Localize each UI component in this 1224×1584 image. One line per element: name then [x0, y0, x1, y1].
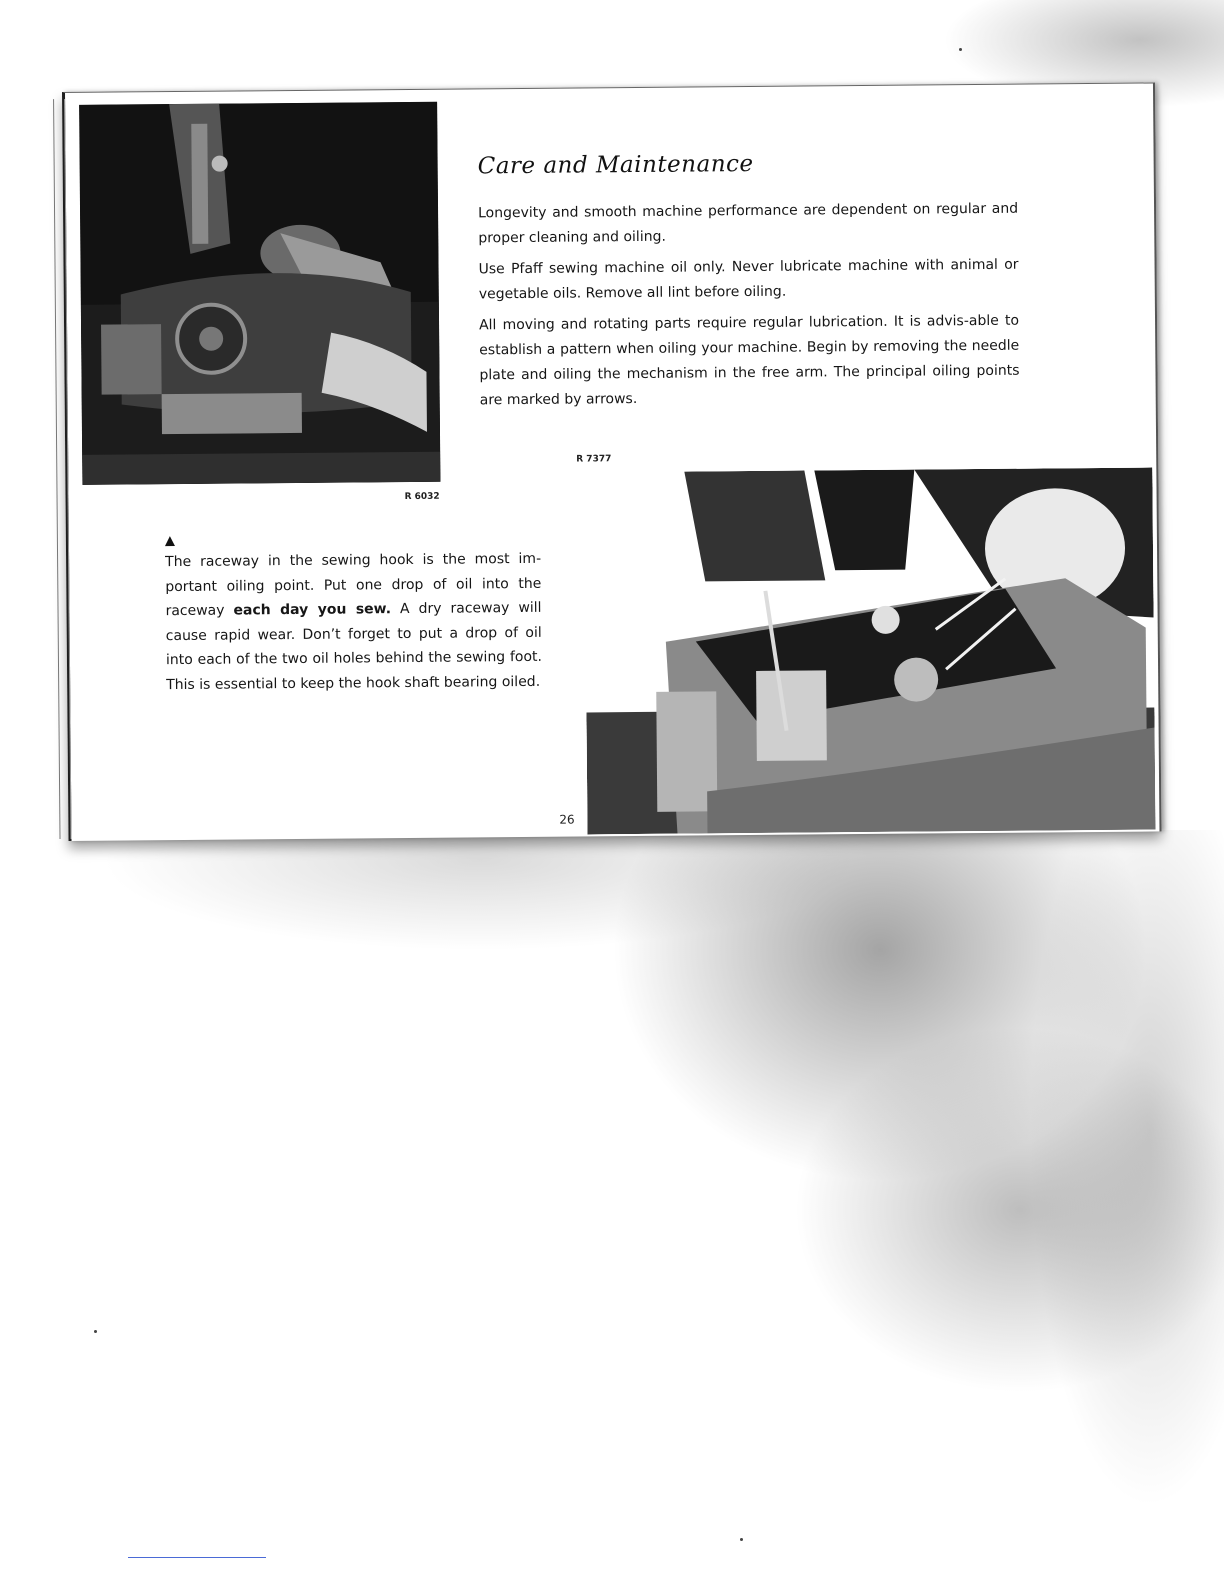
- scan-mark-line: [128, 1557, 266, 1558]
- caption-right-photo: R 7377: [576, 454, 612, 465]
- warning-text-part: A dry raceway will cause rapid wear. Don’t forget to put a drop of oil into each of the two oil holes behind the sewing foot. This is essential to keep the hook shaft bearing oiled.: [165, 599, 543, 693]
- raceway-instructions: [165, 547, 542, 697]
- warning-emphasis: each day you sew.: [233, 601, 392, 619]
- scan-speck: [740, 1538, 743, 1541]
- page-edges: [53, 99, 71, 839]
- caption-left-photo: R 6032: [404, 491, 440, 503]
- scan-shadow: [60, 830, 1224, 1530]
- manual-page: [62, 82, 1161, 841]
- paragraph: Longevity and smooth machine performance are dependent on regular and proper cleaning and oiling.: [478, 200, 1019, 247]
- scan-speck: [94, 1330, 97, 1333]
- warning-text-part: The raceway in the sewing hook is the most im-portant oiling point. Put one drop of oil into the raceway: [165, 550, 542, 620]
- paragraph: All moving and rotating parts require regular lubrication. It is advis-able to establish a pattern when oiling your machine. Begin by removing the needle plate and oiling the mechanism in the free arm. The principal oiling points are marked by arrows.: [478, 312, 1020, 409]
- warning-triangle-icon: [165, 536, 175, 546]
- photo-oiling-free-arm: [584, 467, 1155, 834]
- photo-oiling-hook: [79, 102, 440, 485]
- paragraph: Use Pfaff sewing machine oil only. Never lubricate machine with animal or vegetable oils. Remove all lint before oiling.: [478, 256, 1019, 303]
- page-number: 26: [559, 812, 575, 827]
- intro-text: [478, 197, 1020, 420]
- scan-speck: [959, 48, 962, 51]
- page-title: Care and Maintenance: [477, 150, 754, 180]
